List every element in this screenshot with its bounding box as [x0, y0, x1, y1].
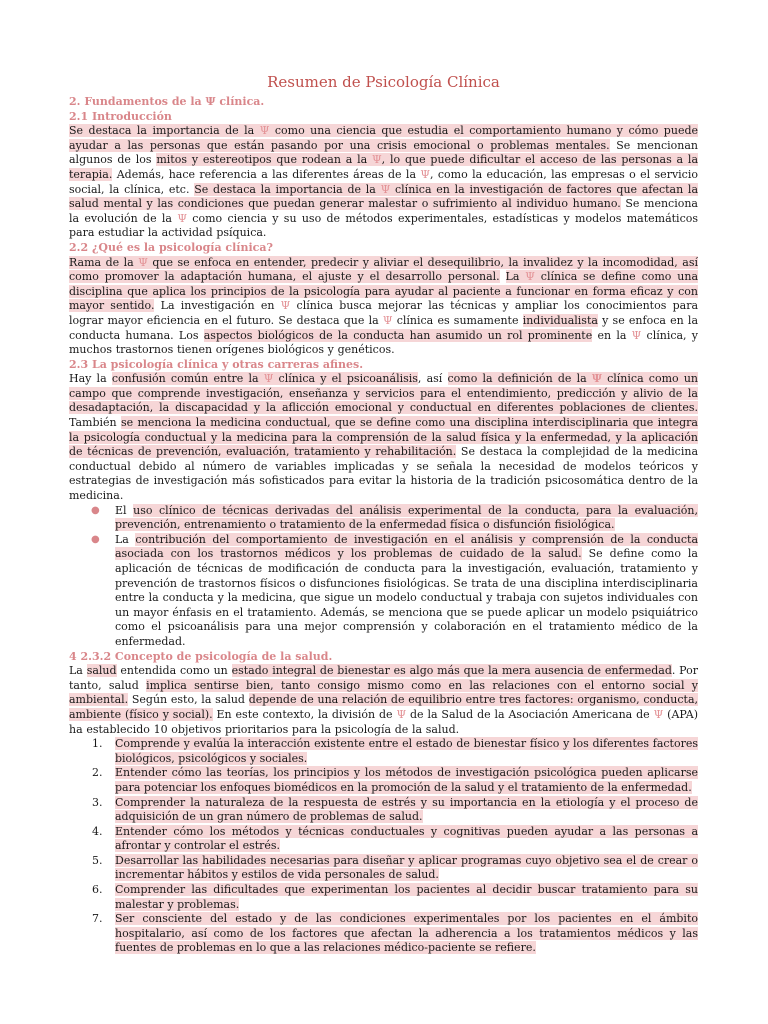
numbered-item — [69, 796, 698, 825]
text-run: La investigación en — [154, 299, 281, 313]
text-run: . Por tanto, salud — [69, 664, 699, 692]
highlighted-text: clínica como un campo que comprende investigación, enseñanza y servicios para el entendimiento, predicción y alivio de la desadaptación, la discapacidad y la aflicción emocional y conductual en diferentes poblaciones de clientes. — [69, 372, 699, 415]
item-number: 6. — [92, 883, 103, 897]
psi-symbol-icon: Ψ — [591, 372, 602, 386]
psi-symbol-icon: Ψ — [280, 299, 291, 313]
text-run: Hay la — [69, 372, 112, 386]
highlighted-text: depende de una relación de equilibrio entre tres factores: organismo, conducta, ambiente (físico y social). — [69, 693, 699, 721]
highlighted-text: confusión común entre la — [111, 372, 264, 386]
text-run: Se menciona la evolución de la — [69, 197, 698, 225]
item-text: Desarrollar las habilidades necesarias para diseñar y aplicar programas cuyo objetivo sea el de crear o incrementar hábitos y estilos de vida personales de salud. — [115, 853, 698, 882]
text-run — [500, 270, 506, 283]
highlighted-text: salud — [86, 664, 117, 678]
text-run: , como la educación, las empresas o el servicio social, la clínica, etc. — [69, 167, 698, 196]
text-run: , así — [417, 372, 448, 386]
psi-symbol-icon: Ψ — [177, 211, 187, 225]
text-run: El — [115, 503, 134, 517]
numbered-item — [69, 912, 698, 956]
highlighted-text: individualista — [522, 313, 598, 327]
highlighted-text: contribución del comportamiento de investigación en el análisis y comprensión de la conducta asociada con los trastornos médicos y los problemas de cuidado de la salud. — [115, 532, 699, 561]
paragraph-carreras-afines — [69, 372, 698, 503]
text-run: entendida como un — [116, 664, 232, 678]
item-text: Comprender las dificultades que experimentan los pacientes al decidir buscar tratamiento para su malestar y problemas. — [115, 883, 698, 911]
psi-symbol-icon: Ψ — [631, 328, 642, 342]
item-number: 4. — [92, 824, 103, 838]
bullet-item — [69, 504, 698, 533]
highlighted-text: clínica en la investigación de factores que afectan la salud mental y las condiciones que puedan generar malestar o sufrimiento al individuo humano. — [69, 182, 699, 211]
subsection-heading-2-1: 2.1 Introducción — [69, 109, 172, 123]
highlighted-text: que se enfoca en entender, predecir y aliviar el desequilibrio, la invalidez y la incomodidad, así como promover la adaptación humana, el ajuste y el desarrollo personal. — [69, 255, 698, 284]
psi-symbol-icon: Ψ — [653, 707, 664, 721]
text-run: Se mencionan algunos de los — [69, 138, 698, 167]
highlighted-text: clínica se define como una disciplina que aplica los principios de la psicología para ayudar al paciente a funcionar en forma eficaz y con mayor sentido. — [69, 270, 699, 313]
highlighted-text: clínica y el psicoanálisis — [273, 372, 418, 386]
text-run: y se enfoca en la conducta humana. Los — [69, 313, 699, 342]
bullet-list — [69, 504, 698, 650]
psi-symbol-icon: Ψ — [372, 153, 382, 167]
item-number: 2. — [92, 766, 103, 780]
text-run: También — [69, 416, 121, 430]
psi-symbol-icon: Ψ — [396, 707, 407, 721]
numbered-list — [69, 737, 698, 956]
bullet-text — [115, 533, 698, 648]
text-run: de la Salud de la Asociación Americana de — [406, 707, 654, 721]
highlighted-text: Rama de la — [69, 255, 139, 269]
psi-symbol-icon: Ψ — [380, 182, 391, 196]
psi-symbol-icon: Ψ — [525, 270, 535, 284]
numbered-item — [69, 854, 698, 883]
highlighted-text: La — [505, 270, 526, 284]
highlighted-text: , lo que puede dificultar el acceso de las personas a la terapia. — [69, 153, 698, 181]
item-number: 3. — [92, 795, 103, 809]
bullet-text — [115, 504, 698, 532]
subsection-heading-2-3: 2.3 La psicología clínica y otras carreras afines. — [69, 357, 364, 371]
text-run: clínica es sumamente — [392, 313, 523, 327]
paragraph-introduccion — [69, 124, 698, 241]
highlighted-text: implica sentirse bien, tanto consigo mismo como en las relaciones con el entorno social y ambiental. — [69, 678, 698, 707]
text-run: Se destaca la complejidad de la medicina conductual debido al número de variables implicadas y se señala la necesidad de modelos teóricos y estrategias de investigación más sofisticados para evitar la historia de la tradición psicosomática dentro de la medicina. — [69, 445, 698, 503]
bullet-marker-icon: ● — [91, 504, 100, 516]
text-run: La — [115, 532, 136, 546]
text-run: Según esto, la salud — [128, 693, 249, 707]
highlighted-text: se menciona la medicina conductual, que se define como una disciplina interdisciplinaria que integra la psicología conductual y la medicina para la comprensión de la salud física y la enfermedad, y la aplicación de técnicas de prevención, evaluación, tratamiento y rehabilitación. — [69, 416, 698, 459]
highlighted-text: mitos y estereotipos que rodean a la — [156, 153, 373, 167]
text-run: Además, hace referencia a las diferentes áreas de la — [112, 167, 421, 181]
highlighted-text: como la definición de la — [447, 372, 592, 386]
item-text: Comprende y evalúa la interacción existente entre el estado de bienestar físico y los diferentes factores biológicos, psicológicos y sociales. — [115, 737, 698, 765]
psi-symbol-icon: Ψ — [382, 313, 393, 327]
psi-symbol-icon: Ψ — [259, 124, 270, 138]
numbered-item — [69, 825, 698, 854]
psi-symbol-icon: Ψ — [263, 372, 274, 386]
psi-symbol-icon: Ψ — [420, 167, 431, 181]
paragraph-psicologia-salud — [69, 664, 698, 737]
text-run: En este contexto, la división de — [212, 707, 397, 721]
text-run: (APA) ha establecido 10 objetivos prioritarios para la psicología de la salud. — [69, 707, 699, 736]
highlighted-text: aspectos biológicos de la conducta han asumido un rol prominente — [203, 328, 593, 342]
item-number: 7. — [92, 912, 103, 926]
bullet-marker-icon: ● — [91, 533, 100, 545]
bullet-item — [69, 533, 698, 650]
text-run: clínica, y muchos trastornos tienen orígenes biológicos y genéticos. — [69, 328, 699, 357]
text-run: clínica busca mejorar las técnicas y ampliar los conocimientos para lograr mayor eficiencia en el futuro. Se destaca que la — [69, 299, 699, 327]
subsection-heading-4: 4 2.3.2 Concepto de psicología de la salud. — [69, 649, 333, 663]
highlighted-text: estado integral de bienestar es algo más que la mera ausencia de enfermedad — [231, 664, 672, 678]
item-text: Comprender la naturaleza de la respuesta de estrés y su importancia en la etiología y el proceso de adquisición de un gran número de problemas de salud. — [115, 795, 698, 824]
highlighted-text: como una ciencia que estudia el comportamiento humano y cómo puede ayudar a las personas que están pasando por una crisis emocional o problemas mentales. — [69, 124, 698, 152]
item-text: Entender cómo los métodos y técnicas conductuales y cognitivas pueden ayudar a las personas a afrontar y controlar el estrés. — [115, 824, 698, 853]
item-number: 5. — [92, 853, 103, 867]
subsection-heading-2-2: 2.2 ¿Qué es la psicología clínica? — [69, 240, 273, 254]
psi-symbol-icon: Ψ — [138, 255, 148, 269]
text-run: como ciencia y su uso de métodos experimentales, estadísticas y modelos matemáticos para estudiar la actividad psíquica. — [69, 211, 698, 240]
highlighted-text: uso clínico de técnicas derivadas del análisis experimental de la conducta, para la evaluación, prevención, entrenamiento o tratamiento de la enfermedad física o disfunción fisiológica. — [115, 503, 698, 532]
text-run: Se define como la aplicación de técnicas de modificación de conducta para la investigación, evaluación, tratamiento y prevención de trastornos físicos o disfunciones fisiológicas. Se trata de una disciplina interdisciplinaria entre la conducta y la medicina, que sigue un modelo conductual y trabaja con sujetos individuales con un mayor énfasis en el tratamiento. Además, se menciona que se puede aplicar un modelo psiquiátrico como el psicoanálisis para una mejor comprensión y colaboración en el tratamiento médico de la enfermedad. — [115, 547, 698, 648]
item-text: Entender cómo las teorías, los principios y los métodos de investigación psicológica pueden aplicarse para potenciar los enfoques biomédicos en la promoción de la salud y el tratamiento de la enfermedad. — [115, 766, 698, 794]
paragraph-que-es — [69, 256, 698, 358]
highlighted-text: Se destaca la importancia de la — [69, 124, 260, 138]
document-title: Resumen de Psicología Clínica — [267, 73, 500, 91]
item-number: 1. — [92, 737, 103, 751]
item-text: Ser consciente del estado y de las condiciones experimentales por los pacientes en el ámbito hospitalario, así como de los factores que afectan la adherencia a los tratamientos médicos y las fuentes de problemas en lo que a las relaciones médico-paciente se refiere. — [115, 912, 698, 955]
numbered-item — [69, 883, 698, 912]
numbered-item — [69, 737, 698, 766]
section-heading-2: 2. Fundamentos de la Ψ clínica. — [69, 95, 265, 108]
highlighted-text: Se destaca la importancia de la — [194, 182, 381, 196]
text-run: en la — [592, 328, 632, 342]
text-run: La — [69, 664, 87, 678]
numbered-item — [69, 766, 698, 795]
